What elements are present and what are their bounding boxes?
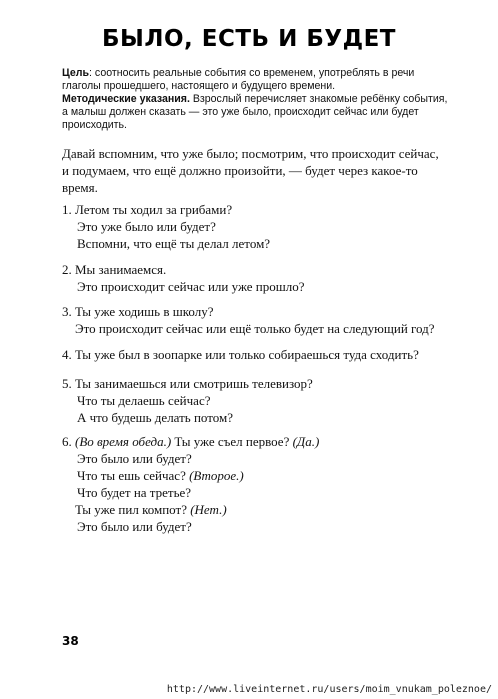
question-line xyxy=(62,433,462,450)
question-number: 6. xyxy=(62,434,75,449)
question-line xyxy=(62,467,462,484)
method-paragraph xyxy=(62,93,452,132)
goal-label: Цель xyxy=(62,67,90,79)
goal-paragraph xyxy=(62,67,452,93)
question-4 xyxy=(62,346,462,363)
question-line: Что будет на третье? xyxy=(77,485,192,500)
question-line: 1. Летом ты ходил за грибами? xyxy=(62,202,233,217)
answer-note: (Да.) xyxy=(292,434,320,449)
question-line: 5. Ты занимаешься или смотришь телевизор? xyxy=(62,376,313,391)
question-text: Ты уже съел первое? xyxy=(171,434,293,449)
question-line: Вспомни, что ещё ты делал летом? xyxy=(77,236,271,251)
question-line: А что будешь делать потом? xyxy=(77,410,234,425)
question-line: 3. Ты уже ходишь в школу? xyxy=(62,304,214,319)
question-2 xyxy=(62,261,462,295)
intro-line: и подумаем, что ещё должно произойти, — будет через какое-то xyxy=(62,163,418,178)
page-title: БЫЛО, ЕСТЬ И БУДЕТ xyxy=(102,26,396,52)
footer-url[interactable]: http://www.liveinternet.ru/users/moim_vnukam_poleznoe/ xyxy=(166,684,492,695)
question-line xyxy=(62,501,462,518)
question-line: 2. Мы занимаемся. xyxy=(62,262,167,277)
question-6 xyxy=(62,433,462,535)
situation-note: (Во время обеда.) xyxy=(75,434,172,449)
question-line: 4. Ты уже был в зоопарке или только собираешься туда сходить? xyxy=(62,347,419,362)
question-line: Это происходит сейчас или уже прошло? xyxy=(77,279,305,294)
intro-line: время. xyxy=(62,180,98,195)
question-line: Это происходит сейчас или ещё только будет на следующий год? xyxy=(75,321,435,336)
question-line: Это было или будет? xyxy=(77,519,192,534)
intro-line: Давай вспомним, что уже было; посмотрим, что происходит сейчас, xyxy=(62,146,439,161)
question-line: Это было или будет? xyxy=(77,451,192,466)
question-text: Ты уже пил компот? xyxy=(75,502,191,517)
method-text: Взрослый перечисляет знакомые ребёнку события, а малыш должен сказать — это уже было, происходит сейчас или будет происходить. xyxy=(62,93,448,131)
question-3 xyxy=(62,303,462,337)
question-line: Это уже было или будет? xyxy=(77,219,216,234)
methodology-block xyxy=(62,67,452,132)
answer-note: (Второе.) xyxy=(189,468,244,483)
question-text: Что ты ешь сейчас? xyxy=(77,468,190,483)
answer-note: (Нет.) xyxy=(190,502,227,517)
method-label: Методические указания. xyxy=(62,93,190,105)
question-line: Что ты делаешь сейчас? xyxy=(77,393,211,408)
question-5 xyxy=(62,375,462,426)
goal-text: : соотносить реальные события со временем, употреблять в речи глаголы прошедшего, настоящего и будущего времени. xyxy=(62,67,415,92)
page-number: 38 xyxy=(62,634,79,648)
question-1 xyxy=(62,201,462,252)
intro-paragraph xyxy=(62,145,454,196)
